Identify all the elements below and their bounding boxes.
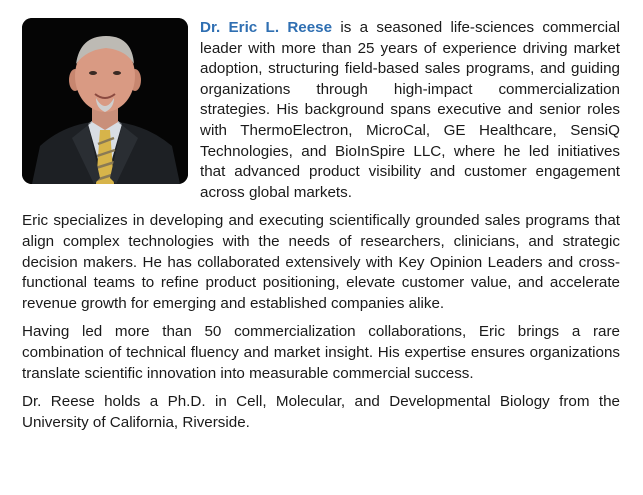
bio-paragraph-1 bbox=[22, 18, 620, 203]
bio-section bbox=[22, 18, 620, 441]
bio-intro-text: is a seasoned life-sciences commercial leader with more than 25 years of experience driving market adoption, structuring field-based sales programs, and guiding organizations through high-impact commercialization strategies. His background spans executive and senior roles with ThermoElectron, MicroCal, GE Healthcare, SensiQ Technologies, and BioInSpire LLC, where he led initiatives that advanced product visibility and customer engagement across global markets. bbox=[200, 19, 620, 201]
portrait-photo bbox=[22, 18, 188, 184]
bio-paragraph-2: Eric specializes in developing and executing scientifically grounded sales programs that align complex technologies with the needs of researchers, clinicians, and strategic decision makers. He has collaborated extensively with Key Opinion Leaders and cross-functional teams to refine product positioning, elevate customer value, and accelerate revenue growth for emerging and established companies alike. bbox=[22, 212, 620, 312]
person-name: Dr. Eric L. Reese bbox=[200, 19, 333, 36]
bio-paragraph-4: Dr. Reese holds a Ph.D. in Cell, Molecular, and Developmental Biology from the University of California, Riverside. bbox=[22, 393, 620, 431]
bio-paragraph-3: Having led more than 50 commercialization collaborations, Eric brings a rare combination of technical fluency and market insight. His expertise ensures organizations translate scientific innovation into measurable commercial success. bbox=[22, 323, 620, 382]
